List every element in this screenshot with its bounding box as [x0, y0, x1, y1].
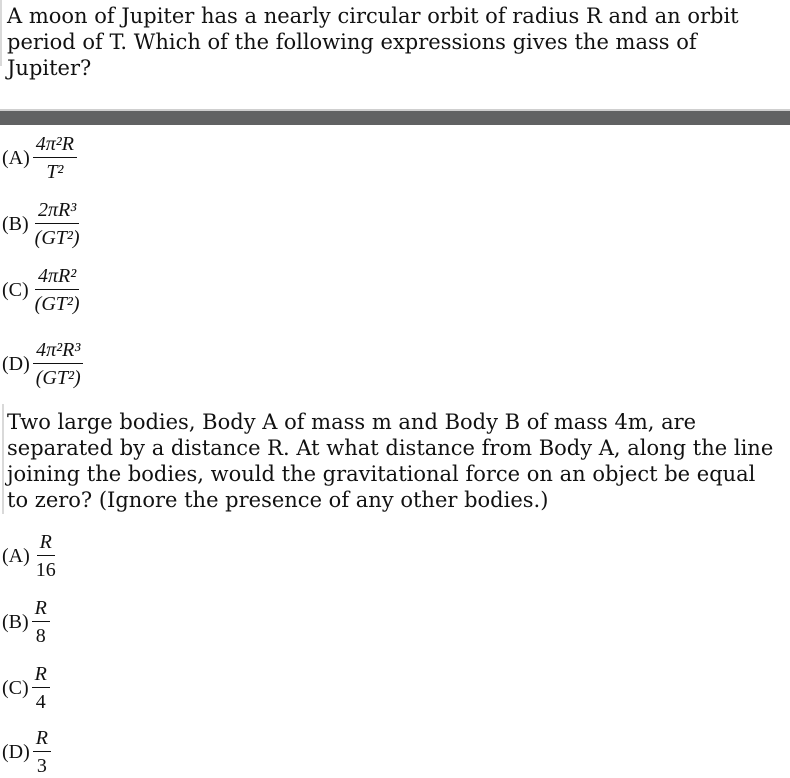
question-separator-bar [0, 111, 790, 125]
choice-label: (A) [2, 146, 30, 169]
choice-label: (D) [2, 740, 30, 763]
fraction-denominator: 16 [35, 559, 56, 581]
fraction-numerator: 4π²R³ [33, 338, 83, 364]
choice-fraction [33, 132, 77, 184]
fraction-denominator: (GT²) [34, 227, 80, 249]
q1-choice-a[interactable] [2, 132, 77, 184]
fraction-denominator: (GT²) [35, 367, 81, 389]
fraction-numerator: R [32, 596, 50, 622]
choice-fraction [33, 530, 59, 582]
fraction-numerator: 4πR² [35, 264, 79, 290]
q1-choice-c[interactable] [2, 264, 83, 316]
fraction-numerator: 2πR³ [35, 198, 79, 224]
q1-choice-b[interactable] [2, 198, 83, 250]
choice-label: (B) [2, 212, 29, 235]
question1-left-border [0, 0, 2, 66]
q2-choice-c[interactable] [2, 662, 50, 714]
fraction-numerator: 4π²R [33, 132, 77, 158]
choice-fraction [32, 596, 50, 648]
fraction-denominator: 4 [35, 691, 46, 713]
choice-fraction [32, 264, 83, 316]
q2-choice-b[interactable] [2, 596, 50, 648]
choice-label: (D) [2, 352, 30, 375]
choice-fraction [32, 198, 83, 250]
choice-label: (A) [2, 544, 30, 567]
fraction-numerator: R [37, 530, 55, 556]
q2-choice-a[interactable] [2, 530, 59, 582]
fraction-denominator: 3 [36, 755, 47, 777]
q2-choice-d[interactable] [2, 726, 51, 778]
fraction-numerator: R [32, 662, 50, 688]
choice-fraction [32, 662, 50, 714]
choice-fraction [33, 338, 84, 390]
choice-label: (C) [2, 278, 29, 301]
question2-text: Two large bodies, Body A of mass m and Body B of mass 4m, are separated by a distance R. At what distance from Body A, along the line joining the bodies, would the gravitational force on an object be equal to zero? (Ignore the presence of any other bodies.) [7, 410, 774, 512]
fraction-denominator: (GT²) [34, 293, 80, 315]
fraction-denominator: T² [46, 161, 64, 183]
fraction-denominator: 8 [35, 625, 46, 647]
question2-left-border [2, 404, 4, 514]
choice-label: (B) [2, 610, 29, 633]
fraction-numerator: R [33, 726, 51, 752]
q1-choice-d[interactable] [2, 338, 84, 390]
choice-fraction [33, 726, 51, 778]
question1-text: A moon of Jupiter has a nearly circular orbit of radius R and an orbit period of T. Which of the following expressions gives the mass of Jupiter? [7, 4, 739, 80]
choice-label: (C) [2, 676, 29, 699]
